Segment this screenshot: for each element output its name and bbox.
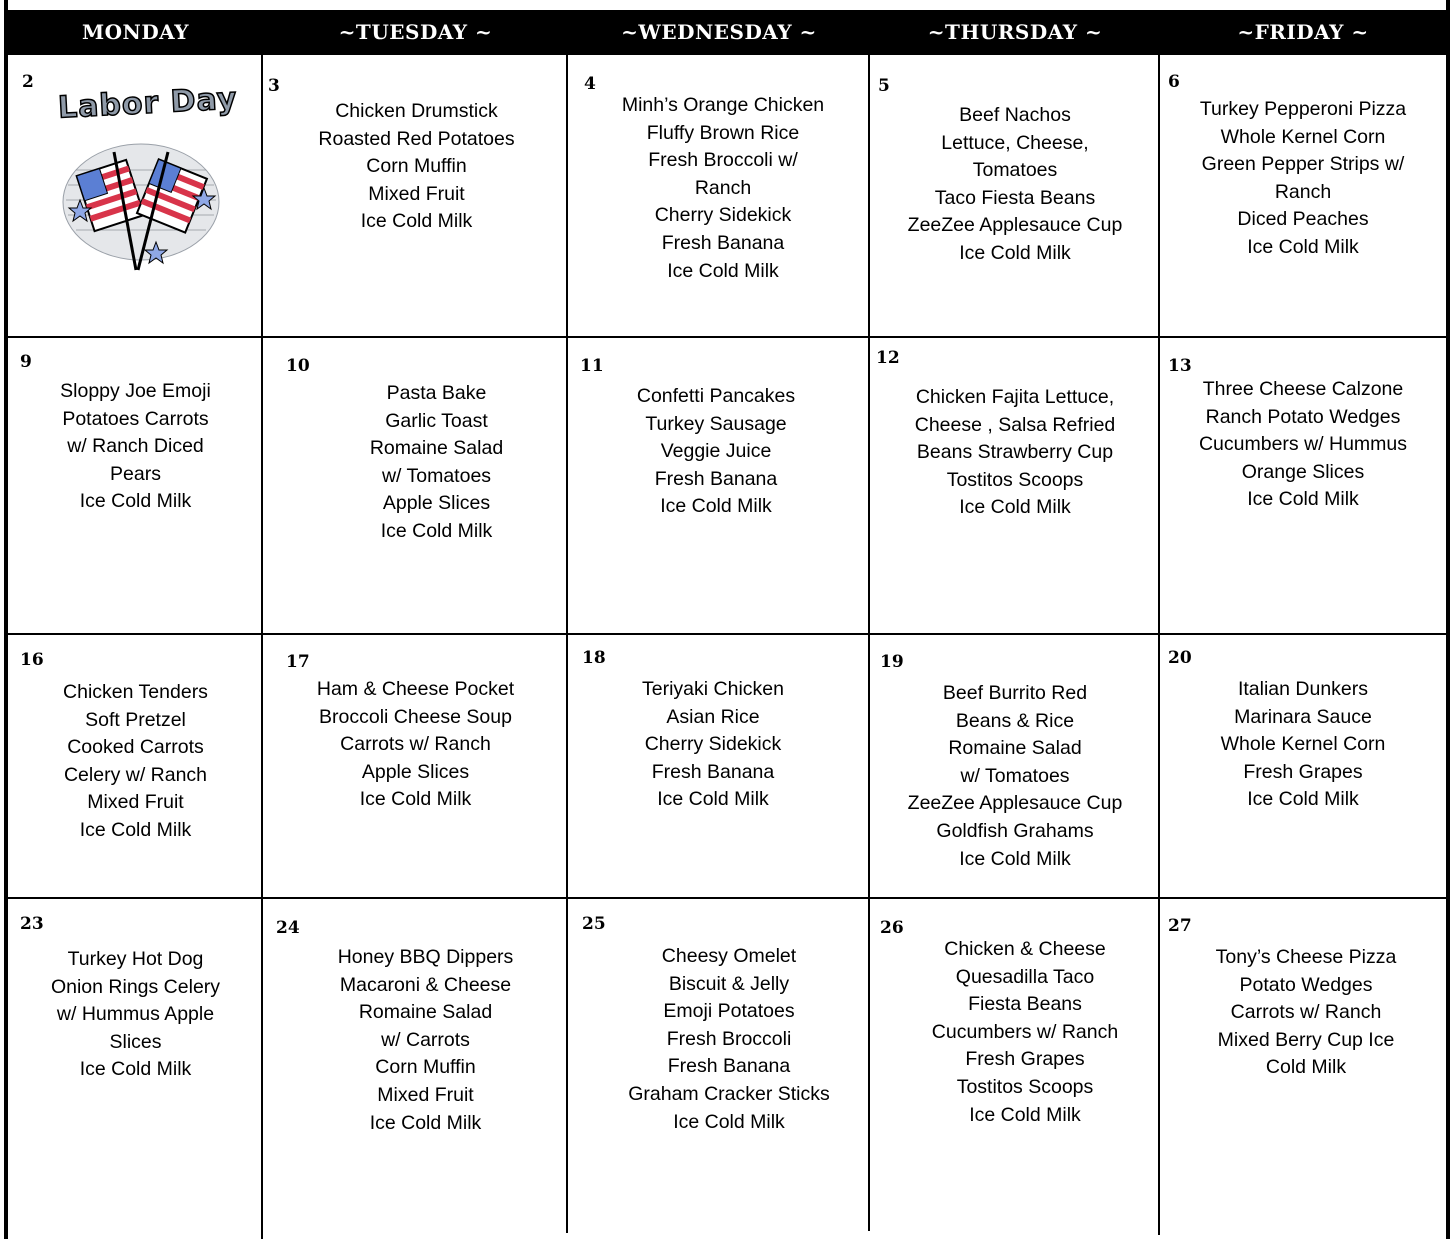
menu-item: Turkey Sausage — [645, 412, 787, 435]
day-number: 10 — [286, 356, 310, 376]
menu-item: Ice Cold Milk — [79, 1058, 192, 1081]
day-number: 6 — [1168, 72, 1180, 92]
menu-item: Ice Cold Milk — [369, 1111, 482, 1134]
menu-item: Taco Fiesta Beans — [934, 186, 1096, 209]
menu-item: Green Pepper Strips w/ — [1201, 153, 1405, 176]
week-divider — [8, 336, 1446, 338]
menu-item: Minh’s Orange Chicken — [621, 94, 825, 116]
day-number: 11 — [580, 356, 604, 376]
menu-item: Tony’s Cheese Pizza — [1215, 946, 1397, 968]
menu-item: Cherry Sidekick — [654, 204, 792, 227]
menu-item: Beans Strawberry Cup — [916, 441, 1114, 464]
menu-item: Honey BBQ Dippers — [337, 946, 514, 968]
menu-item: Ice Cold Milk — [673, 1110, 785, 1133]
menu-item: Orange Slices — [1241, 460, 1365, 483]
menu-item: Soft Pretzel — [85, 708, 186, 731]
menu-item: Cucumbers w/ Hummus — [1198, 433, 1408, 456]
menu-item: Chicken Tenders — [63, 681, 208, 703]
menu-item: Ice Cold Milk — [959, 496, 1071, 519]
menu-item: Three Cheese Calzone — [1202, 378, 1404, 400]
menu-item: Emoji Potatoes — [663, 1000, 795, 1023]
menu-items — [8, 679, 263, 845]
menu-item: Mixed Berry Cup Ice — [1217, 1028, 1395, 1051]
menu-item: Corn Muffin — [375, 1056, 476, 1079]
menu-item: Ice Cold Milk — [959, 241, 1071, 264]
menu-item: Whole Kernel Corn — [1220, 125, 1386, 148]
menu-item: Fresh Banana — [654, 467, 778, 490]
menu-item: Ice Cold Milk — [657, 788, 769, 811]
header-thursday: ~THURSDAY ~ — [927, 20, 1103, 44]
menu-item: Ice Cold Milk — [380, 519, 493, 542]
menu-item: w/ Carrots — [381, 1028, 470, 1051]
menu-item: Ice Cold Milk — [667, 259, 779, 282]
menu-item: Ice Cold Milk — [360, 210, 473, 233]
day-number: 2 — [22, 72, 34, 92]
menu-item: Fresh Banana — [667, 1055, 791, 1078]
menu-item: Slices — [109, 1030, 162, 1053]
crossed-flags-icon — [56, 130, 226, 280]
day-number: 23 — [20, 914, 44, 934]
labor-day-title: Labor Day — [57, 81, 239, 126]
day-number: 16 — [20, 650, 44, 670]
menu-item: Teriyaki Chicken — [642, 678, 784, 700]
menu-item: Ice Cold Milk — [359, 788, 472, 811]
menu-item: Mixed Fruit — [377, 1083, 474, 1106]
menu-items — [274, 944, 577, 1137]
menu-items — [578, 943, 880, 1136]
menu-item: Apple Slices — [382, 492, 491, 515]
menu-item: Ice Cold Milk — [79, 818, 192, 841]
menu-items — [562, 676, 864, 814]
menu-items — [8, 946, 263, 1084]
day-number: 13 — [1168, 356, 1192, 376]
day-number: 19 — [880, 652, 904, 672]
day-number: 4 — [584, 74, 596, 94]
menu-items — [285, 380, 588, 546]
menu-item: Fresh Grapes — [965, 1048, 1085, 1071]
day-number: 9 — [20, 352, 32, 372]
menu-item: Macaroni & Cheese — [339, 973, 512, 996]
header-wednesday: ~WEDNESDAY ~ — [621, 20, 817, 44]
menu-item: Beef Nachos — [959, 104, 1071, 126]
menu-item: Ranch Potato Wedges — [1205, 405, 1401, 428]
menu-items — [565, 383, 867, 521]
menu-item: Ham & Cheese Pocket — [316, 678, 515, 700]
menu-item: ZeeZee Applesauce Cup — [907, 214, 1123, 237]
day-number: 24 — [276, 918, 300, 938]
menu-items — [870, 384, 1160, 522]
menu-item: Tomatoes — [972, 159, 1058, 182]
menu-items — [870, 680, 1160, 873]
menu-item: Cherry Sidekick — [644, 733, 782, 756]
menu-item: Fluffy Brown Rice — [646, 121, 800, 144]
day-number: 27 — [1168, 916, 1192, 936]
menu-item: Ice Cold Milk — [660, 495, 772, 518]
day-number: 26 — [880, 918, 904, 938]
menu-item: Apple Slices — [361, 760, 470, 783]
menu-item: Fresh Broccoli w/ — [648, 149, 798, 172]
menu-item: Biscuit & Jelly — [668, 972, 790, 995]
menu-item: Asian Rice — [666, 705, 760, 728]
menu-item: Ice Cold Milk — [1247, 235, 1359, 258]
menu-item: Goldfish Grahams — [936, 819, 1094, 842]
week-divider — [8, 897, 1446, 899]
day-number: 17 — [286, 652, 310, 672]
menu-item: Turkey Pepperoni Pizza — [1199, 98, 1407, 120]
menu-item: Diced Peaches — [1237, 208, 1369, 231]
menu-item: Chicken Drumstick — [335, 100, 498, 122]
menu-item: Italian Dunkers — [1237, 678, 1369, 700]
menu-item: Cooked Carrots — [67, 736, 204, 759]
menu-items — [265, 98, 568, 236]
menu-item: Roasted Red Potatoes — [318, 127, 515, 150]
menu-item: Ranch — [1274, 180, 1332, 203]
menu-item: Mixed Fruit — [87, 791, 184, 814]
menu-item: Ice Cold Milk — [1247, 488, 1359, 511]
menu-item: Carrots w/ Ranch — [340, 733, 491, 756]
menu-item: Cheesy Omelet — [661, 945, 797, 967]
day-number: 3 — [268, 76, 280, 96]
menu-item: Romaine Salad — [358, 1001, 493, 1024]
day-number: 5 — [878, 76, 890, 96]
menu-items — [263, 676, 568, 814]
menu-item: Potato Wedges — [1239, 973, 1373, 996]
menu-item: Ice Cold Milk — [969, 1103, 1081, 1126]
day-number: 12 — [876, 348, 900, 368]
header-monday: MONDAY — [82, 20, 189, 44]
header-friday: ~FRIDAY ~ — [1237, 20, 1369, 44]
menu-item: Ranch — [694, 176, 752, 199]
menu-items — [1163, 944, 1449, 1082]
menu-item: Fresh Broccoli — [666, 1027, 792, 1050]
menu-item: Quesadilla Taco — [955, 965, 1095, 988]
menu-item: Fresh Banana — [661, 231, 785, 254]
menu-item: Cucumbers w/ Ranch — [931, 1020, 1119, 1043]
menu-item: Potatoes Carrots — [62, 407, 209, 430]
day-number: 20 — [1168, 648, 1192, 668]
menu-item: Garlic Toast — [385, 409, 488, 432]
menu-item: Corn Muffin — [366, 155, 467, 178]
menu-item: Pasta Bake — [386, 382, 487, 404]
menu-item: w/ Hummus Apple — [56, 1003, 215, 1026]
menu-items — [1160, 376, 1446, 514]
menu-item: Turkey Hot Dog — [67, 948, 204, 970]
menu-items — [1160, 676, 1446, 814]
menu-item: Carrots w/ Ranch — [1230, 1001, 1382, 1024]
menu-item: Cold Milk — [1265, 1056, 1347, 1079]
menu-item: Broccoli Cheese Soup — [319, 705, 512, 728]
menu-item: Lettuce, Cheese, — [941, 131, 1089, 154]
menu-item: Veggie Juice — [660, 440, 772, 463]
day-number: 18 — [582, 648, 606, 668]
menu-item: Confetti Pancakes — [636, 385, 796, 407]
menu-item: Chicken Fajita Lettuce, — [915, 386, 1115, 408]
menu-item: Mixed Fruit — [368, 182, 465, 205]
menu-item: w/ Tomatoes — [960, 764, 1070, 787]
menu-item: Romaine Salad — [948, 737, 1082, 760]
menu-item: Ice Cold Milk — [959, 847, 1071, 870]
menu-item: w/ Ranch Diced — [67, 435, 204, 458]
menu-item: Ice Cold Milk — [79, 490, 192, 513]
menu-item: Cheese , Salsa Refried — [914, 413, 1116, 436]
menu-items — [1160, 96, 1446, 262]
menu-item: Ice Cold Milk — [1247, 788, 1359, 811]
day-number: 25 — [582, 914, 606, 934]
menu-item: Beans & Rice — [955, 709, 1075, 732]
menu-item: Pears — [110, 462, 161, 485]
menu-items — [8, 378, 263, 516]
menu-items — [572, 92, 874, 285]
menu-item: Whole Kernel Corn — [1220, 733, 1386, 756]
menu-item: Beef Burrito Red — [942, 682, 1088, 704]
menu-items — [880, 936, 1170, 1129]
week-divider — [8, 633, 1446, 635]
menu-item: Marinara Sauce — [1234, 705, 1372, 728]
menu-item: Celery w/ Ranch — [63, 763, 208, 786]
menu-item: Fresh Grapes — [1243, 760, 1363, 783]
menu-item: Romaine Salad — [369, 437, 504, 460]
menu-item: Fresh Banana — [651, 760, 775, 783]
menu-item: Graham Cracker Sticks — [628, 1082, 830, 1105]
menu-item: ZeeZee Applesauce Cup — [907, 792, 1123, 815]
menu-items — [864, 102, 1166, 268]
header-tuesday: ~TUESDAY ~ — [338, 20, 493, 44]
menu-item: Chicken & Cheese — [944, 938, 1106, 960]
menu-item: Onion Rings Celery — [50, 975, 221, 998]
menu-item: w/ Tomatoes — [381, 464, 492, 487]
menu-item: Sloppy Joe Emoji — [60, 380, 211, 402]
menu-item: Tostitos Scoops — [956, 1075, 1094, 1098]
menu-item: Tostitos Scoops — [946, 468, 1084, 491]
menu-item: Fiesta Beans — [968, 993, 1082, 1016]
